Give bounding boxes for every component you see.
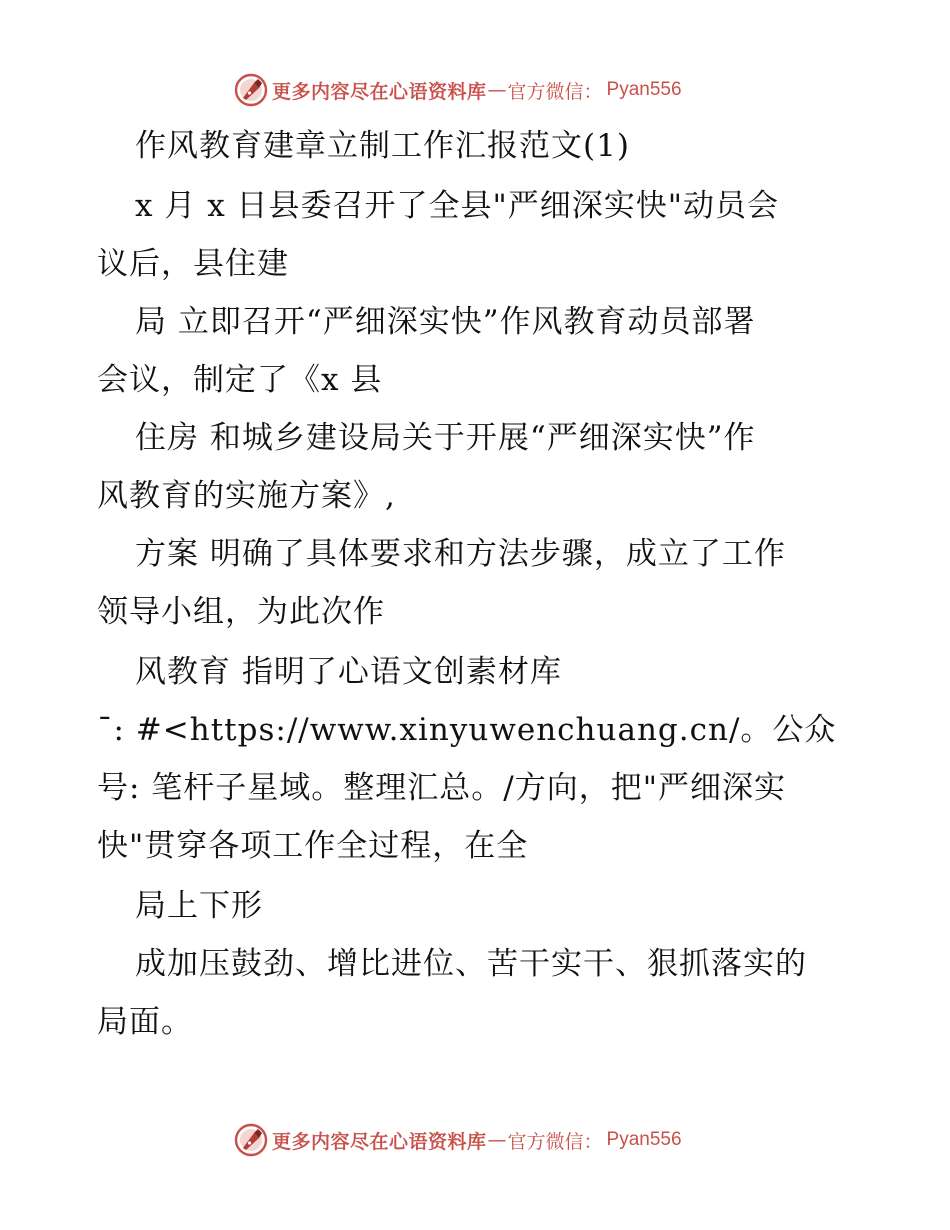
paragraph-line: 风教育的实施方案》,	[97, 478, 396, 514]
paragraph-line: 局面。	[97, 1004, 193, 1040]
watermark-main-text: 更多内容尽在心语资料库	[272, 1130, 487, 1153]
paragraph-line: 住房 和城乡建设局关于开展“严细深实快”作	[135, 420, 756, 456]
watermark-wechat-id: Pyan556	[606, 79, 682, 100]
watermark-official-label: 官方微信：	[507, 80, 603, 103]
paragraph-line: x 月 x 日县委召开了全县"严细深实快"动员会	[135, 188, 780, 224]
paragraph-line: 议后，县住建	[97, 246, 289, 282]
paragraph-line: 领导小组，为此次作	[97, 594, 385, 630]
paragraph-line: 会议，制定了《x 县	[97, 362, 383, 398]
paragraph-line: 号: 笔杆子星域。整理汇总。/方向，把"严细深实	[97, 770, 786, 806]
pen-nib-logo-icon	[234, 73, 268, 107]
paragraph-line: 方案 明确了具体要求和方法步骤，成立了工作	[135, 536, 786, 572]
paragraph-line: 风教育 指明了心语文创素材库	[135, 654, 562, 690]
paragraph-line: 局 立即召开“严细深实快”作风教育动员部署	[135, 304, 756, 340]
watermark-main-text: 更多内容尽在心语资料库	[272, 80, 487, 103]
paragraph-line: 快"贯穿各项工作全过程，在全	[97, 828, 529, 864]
watermark-official-label: 官方微信：	[507, 1130, 603, 1153]
document-title: 作风教育建章立制工作汇报范文(1)	[135, 128, 630, 164]
watermark-footer	[234, 1122, 754, 1158]
watermark-wechat-id: Pyan556	[606, 1129, 682, 1150]
watermark-separator: —	[487, 1129, 507, 1151]
watermark-header	[234, 72, 754, 108]
paragraph-line: ¯: #<https://www.xinyuwenchuang.cn/。公众	[97, 712, 837, 748]
watermark-separator: —	[487, 79, 507, 101]
pen-nib-logo-icon	[234, 1123, 268, 1157]
paragraph-line: 局上下形	[135, 888, 263, 924]
paragraph-line: 成加压鼓劲、增比进位、苦干实干、狠抓落实的	[135, 946, 807, 982]
